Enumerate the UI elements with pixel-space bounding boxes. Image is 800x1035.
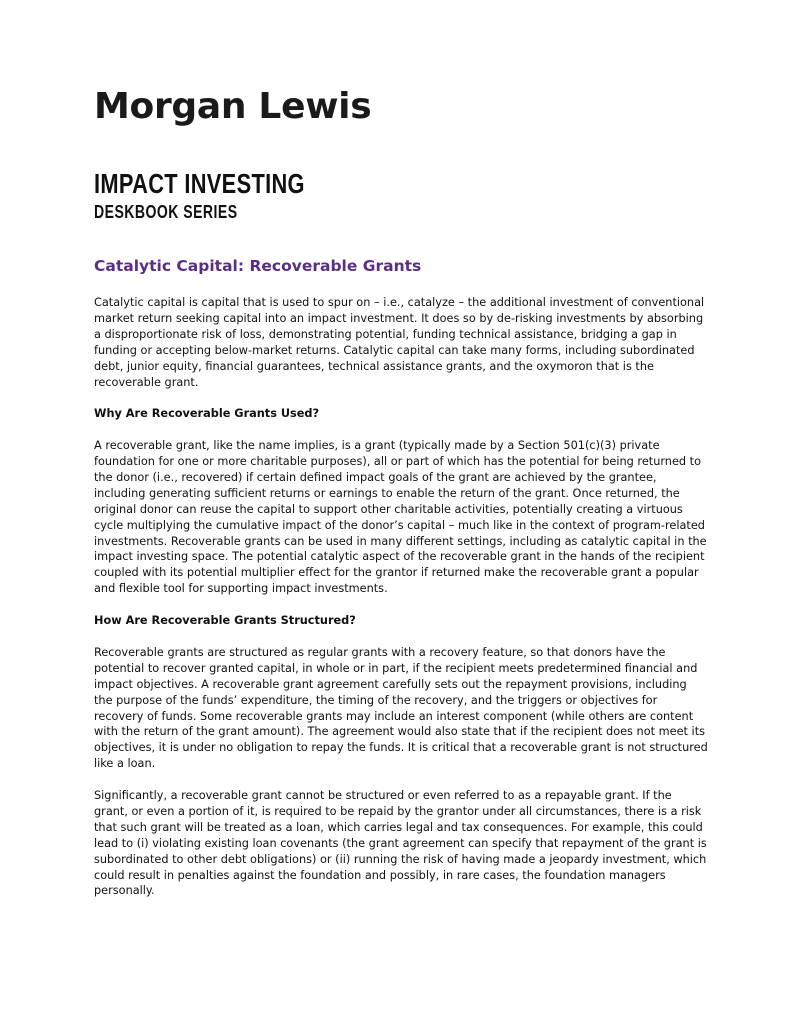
section-heading-how: How Are Recoverable Grants Structured? [94,614,356,628]
document-title: Catalytic Capital: Recoverable Grants [94,257,422,275]
series-heading [94,168,305,223]
section-paragraph-how-2: Significantly, a recoverable grant cannot be structured or even referred to as a repayable grant. If the grant, or even a portion of it, is required to be repaid by the grantor under all circumstances, there is a risk that such grant will be treated as a loan, which carries legal and tax consequences. For example, this could lead to (i) violating existing loan covenants (the grant agreement can specify that repayment of the grant is subordinated to other debt obligations) or (ii) running the risk of having made a jeopardy investment, which could result in penalties against the foundation and possibly, in rare cases, the foundation managers personally. [94,789,707,898]
firm-logo: Morgan Lewis [94,86,372,127]
section-paragraph-how-1: Recoverable grants are structured as regular grants with a recovery feature, so that donors have the potential to recover granted capital, in whole or in part, if the recipient meets predetermined financial and impact objectives. A recoverable grant agreement carefully sets out the repayment provisions, including the purpose of the funds’ expenditure, the timing of the recovery, and the triggers or objectives for recovery of funds. Some recoverable grants may include an interest component (while others are content with the return of the grant amount). The agreement would also state that if the recipient does not meet its objectives, it is under no obligation to repay the funds. It is critical that a recoverable grant is not structured like a loan. [94,645,708,771]
series-subtitle: DESKBOOK SERIES [94,202,238,222]
document-body [94,295,708,915]
intro-paragraph: Catalytic capital is capital that is used to spur on – i.e., catalyze – the additional investment of conventional market return seeking capital into an impact investment. It does so by de-risking investments by absorbing a disproportionate risk of loss, demonstrating potential, funding technical assistance, bridging a gap in funding or accepting below-market returns. Catalytic capital can take many forms, including subordinated debt, junior equity, financial guarantees, technical assistance grants, and the oxymoron that is the recoverable grant. [94,296,705,389]
series-title: IMPACT INVESTING [94,168,305,199]
section-heading-why: Why Are Recoverable Grants Used? [94,407,320,421]
section-paragraph-why: A recoverable grant, like the name implies, is a grant (typically made by a Section 501(c)(3) private foundation for one or more charitable purposes), all or part of which has the potential for being returned to the donor (i.e., recovered) if certain defined impact goals of the grant are achieved by the grantee, including generating sufficient returns or earnings to enable the return of the grant. Once returned, the original donor can reuse the capital to support other charitable activities, potentially creating a virtuous cycle multiplying the cumulative impact of the donor’s capital – much like in the context of program-related investments. Recoverable grants can be used in many different settings, including as catalytic capital in the impact investing space. The potential catalytic aspect of the recoverable grant in the hands of the recipient coupled with its potential multiplier effect for the grantor if returned make the recoverable grant a popular and flexible tool for supporting impact investments. [94,439,707,596]
